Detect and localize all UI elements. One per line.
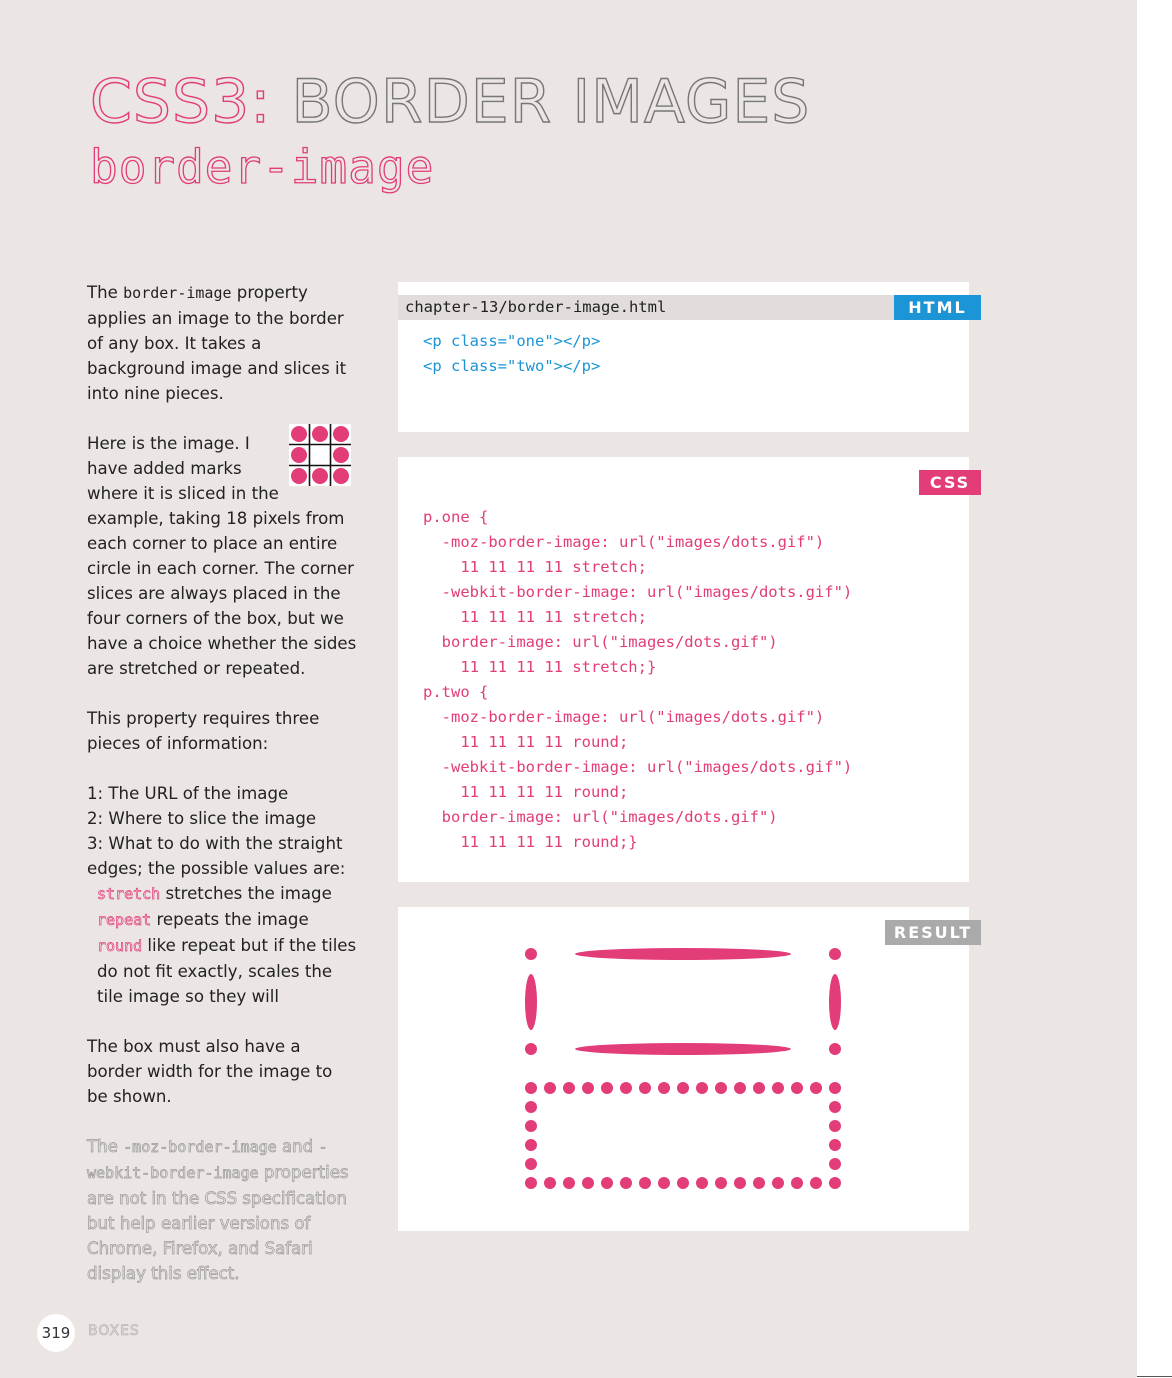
- intro-text: [87, 280, 357, 1311]
- list-item: 3: What to do with the straight edges; the possible values are:: [87, 834, 346, 878]
- file-path: chapter-13/border-image.html: [405, 298, 667, 316]
- intro-paragraph-1: The border-image property applies an image to the border of any box. It takes a background image and slices it into nine pieces.: [87, 283, 347, 403]
- css-code-panel: [398, 457, 969, 882]
- title-main: BORDER IMAGES: [291, 67, 811, 137]
- intro-paragraph-4: The box must also have a border width for the image to be shown.: [87, 1037, 333, 1106]
- page-edge-line: [1137, 1376, 1172, 1377]
- css-tag: CSS: [919, 470, 981, 495]
- page-subtitle: border-image: [90, 140, 435, 194]
- browser-note: The -moz-border-image and -webkit-border-image properties are not in the CSS specification but help earlier versions of Chrome, Firefox, and Safari display this effect.: [87, 1137, 349, 1283]
- page-title: [90, 66, 810, 138]
- file-path-bar: [398, 295, 981, 320]
- html-code: <p class="one"></p> <p class="two"></p>: [423, 332, 601, 375]
- result-tag: RESULT: [885, 920, 981, 945]
- stretched-border-box: [525, 948, 841, 1055]
- result-panel: [398, 907, 973, 1231]
- value-item-stretch: stretch stretches the image: [97, 884, 332, 903]
- section-name: BOXES: [88, 1323, 140, 1339]
- intro-paragraph-2: Here is the image. I have added marks where it is sliced in the example, taking 18 pixels from each corner to place an entire circle in each corner. The corner slices are always placed in the four corners of the box, but we have a choice whether the sides are stretched or repeated.: [87, 431, 357, 681]
- result-preview: [398, 907, 969, 1231]
- list-item: 2: Where to slice the image: [87, 809, 317, 828]
- value-item-round: round like repeat but if the tiles do not fit exactly, scales the tile image so they will: [97, 936, 357, 1006]
- html-tag: HTML: [894, 295, 981, 320]
- round-border-box: [525, 1082, 841, 1189]
- css-code: p.one { -moz-border-image: url("images/dots.gif") 11 11 11 11 stretch; -webkit-border-image: url("images/dots.gif") 11 11 11 11 stretch; border-image: url("images/dots.gif") 11 11 11 11 stretch;} p.two { -moz-border-image: url("images/dots.gif") 11 11 11 11 round; -webkit-border-image: url("images/dots.gif") 11 11 11 11 round; border-image: url("images/dots.gif") 11 11 11 11 round;}: [423, 508, 853, 851]
- value-item-repeat: repeat repeats the image: [97, 910, 309, 929]
- requirements-list: [87, 781, 357, 1009]
- intro-paragraph-3: This property requires three pieces of information:: [87, 709, 320, 753]
- value-list: [87, 881, 357, 1009]
- inline-code: border-image: [123, 284, 232, 302]
- sliced-dots-image: [289, 424, 351, 486]
- list-item: 1: The URL of the image: [87, 784, 289, 803]
- title-accent: CSS3:: [90, 67, 272, 137]
- html-code-panel: [398, 282, 969, 432]
- page-number: 319: [37, 1314, 75, 1352]
